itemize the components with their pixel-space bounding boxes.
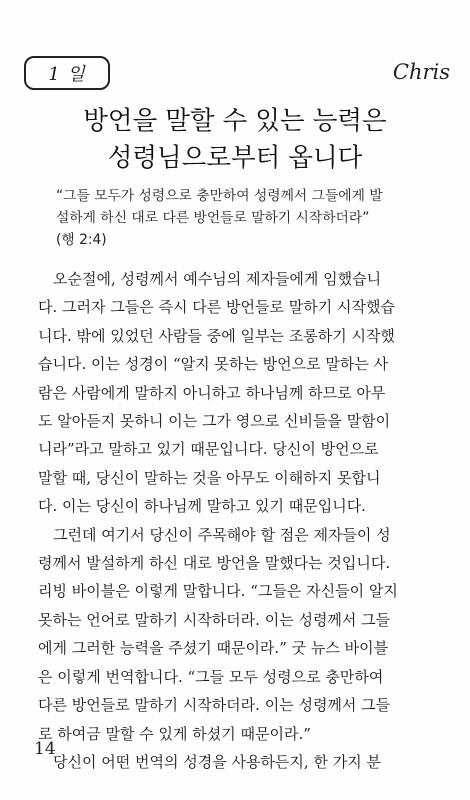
body-line: 다. 그러자 그들은 즉시 다른 방언들로 말하기 시작했습 [38,298,395,317]
verse-reference: (행 2:4) [56,232,107,248]
body-line: 로 하여금 말할 수 있게 하셨기 때문이라.” [38,724,311,743]
body-text [38,265,450,776]
body-line: 니다. 밖에 있었던 사람들 중에 일부는 조롱하기 시작했 [38,326,395,345]
paragraph-first-line: 오순절에, 성령께서 예수님의 제자들에게 임했습니 [53,270,382,288]
body-line: 령께서 발설하게 하신 대로 방언을 말했다는 것입니다. [38,554,391,573]
body-line: 도 알아듣지 못하니 이는 그가 영으로 신비들을 말함이 [38,412,391,431]
paragraph-first-line: 당신이 어떤 번역의 성경을 사용하든지, 한 가지 분 [53,752,381,771]
body-line: 다. 이는 당신이 하나님께 말하고 있기 때문입니다. [38,497,366,516]
scripture-verse [56,185,456,251]
body-line: 리빙 바이블은 이렇게 말합니다. “그들은 자신들이 알지 [38,582,398,601]
body-line: 에게 그러한 능력을 주셨기 때문이라.” 굿 뉴스 바이블 [38,639,389,658]
body-line: 은 이렇게 번역합니다. “그들 모두 성령으로 충만하여 [38,667,384,686]
body-line: 람은 사람에게 말하지 아니하고 하나님께 하므로 아무 [38,383,386,402]
running-header: Chris [392,60,450,84]
body-line: 니라”라고 말하고 있기 때문입니다. 당신이 방언으로 [38,440,379,459]
title-line: 방언을 말할 수 있는 능력은 [83,106,387,136]
body-line: 습니다. 이는 성경이 “알지 못하는 방언으로 말하는 사 [38,355,389,374]
body-line: 말할 때, 당신이 말하는 것을 아무도 이해하지 못합니 [38,468,381,487]
body-line: 못하는 언어로 말하기 시작하더라. 이는 성령께서 그들 [38,610,391,629]
day-label: 1 일 [48,64,86,85]
title-line: 성령님으로부터 옵니다 [107,143,363,173]
paragraph-first-line: 그런데 여기서 당신이 주목해야 할 점은 제자들이 성 [53,525,391,544]
page-number: 14 [34,739,56,759]
devotional-title [0,103,470,177]
body-line: 다른 방언들로 말하기 시작하더라. 이는 성령께서 그들 [38,696,391,715]
verse-line: “그들 모두가 성령으로 충만하여 성령께서 그들에게 발 [56,188,383,204]
day-badge [24,56,110,90]
verse-line: 설하게 하신 대로 다른 방언들로 말하기 시작하더라” [56,210,370,226]
